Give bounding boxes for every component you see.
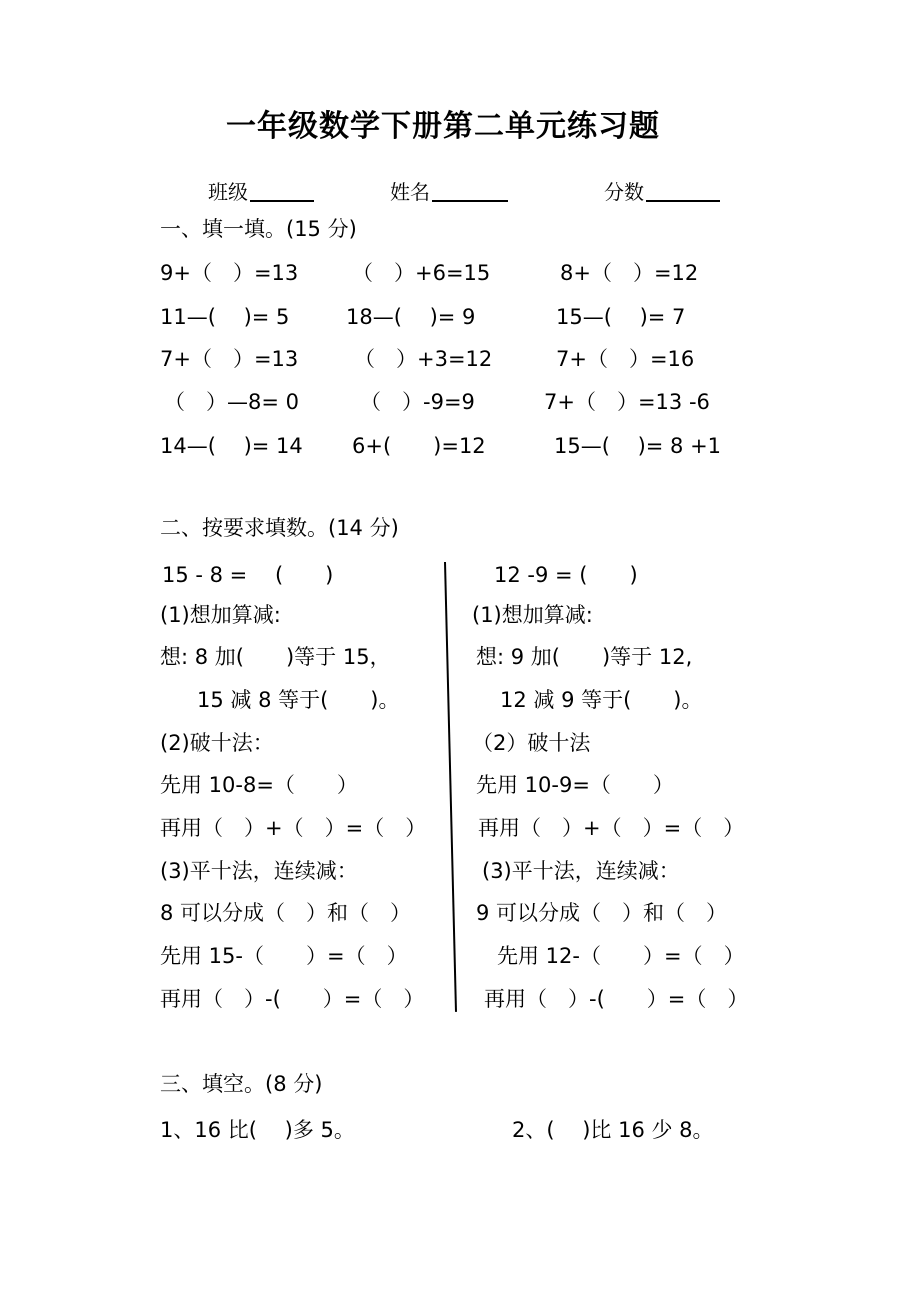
s2-right-3: 想: 9 加( )等于 12, [476,645,693,669]
name-field [390,180,508,202]
s2-left-6: 先用 10-8=（ ） [160,773,358,797]
s2-left-8: (3)平十法，连续减： [160,859,358,883]
s1-r4-c1: （ ）—8= 0 [164,390,299,414]
s2-right-10: 先用 12-（ ）=（ ） [476,944,745,968]
score-field [604,180,720,202]
s2-left-5: (2)破十法： [160,731,274,755]
class-blank [250,180,314,202]
s2-left-10: 先用 15-（ ）=（ ） [160,944,408,968]
score-blank [646,180,720,202]
section2-heading: 二、按要求填数。(14 分) [160,516,399,540]
section1-heading: 一、填一填。(15 分) [160,217,357,241]
s2-left-7: 再用（ ）+（ ）=（ ） [160,816,427,840]
s1-r2-c3: 15—( )= 7 [556,305,686,329]
s1-r3-c3: 7+（ ）=16 [556,347,695,371]
s2-right-4: 12 减 9 等于( )。 [500,688,703,712]
class-label: 班级 [208,180,248,204]
s2-left-4: 15 减 8 等于( )。 [176,688,400,712]
s1-r2-c2: 18—( )= 9 [346,305,476,329]
s2-right-1: 12 -9 = ( ) [494,563,638,587]
s2-right-7: 再用（ ）+（ ）=（ ） [478,816,745,840]
s1-r4-c2: （ ）-9=9 [360,390,475,414]
s1-r1-c2: （ ）+6=15 [352,261,491,285]
s1-r2-c1: 11—( )= 5 [160,305,290,329]
s2-right-2: (1)想加算减: [472,603,593,627]
s2-right-9: 9 可以分成（ ）和（ ） [476,901,728,925]
s1-r5-c1: 14—( )= 14 [160,434,303,458]
s2-left-2: (1)想加算减: [160,603,281,627]
s2-right-5: （2）破十法 [472,731,591,755]
s2-left-1: 15 - 8 = ( ) [162,563,334,587]
column-divider [444,562,457,1012]
s1-r5-c3: 15—( )= 8 +1 [554,434,722,458]
s2-left-9: 8 可以分成（ ）和（ ） [160,901,412,925]
class-field [208,180,314,202]
score-label: 分数 [604,180,644,204]
s1-r1-c3: 8+（ ）=12 [560,261,699,285]
s2-right-8: (3)平十法，连续减： [482,859,680,883]
s1-r5-c2: 6+( )=12 [352,434,486,458]
s3-item-1: 1、16 比( )多 5。 [160,1118,355,1142]
s2-right-11: 再用（ ）-( ）=（ ） [484,987,749,1011]
section3-heading: 三、填空。(8 分) [160,1072,323,1096]
s1-r3-c2: （ ）+3=12 [354,347,493,371]
name-blank [432,180,508,202]
s3-item-2: 2、( )比 16 少 8。 [512,1118,714,1142]
name-label: 姓名 [390,180,430,204]
s1-r1-c1: 9+（ ）=13 [160,261,299,285]
s2-left-3: 想: 8 加( )等于 15， [160,645,391,669]
s2-left-11: 再用（ ）-( ）=（ ） [160,987,425,1011]
page-title: 一年级数学下册第二单元练习题 [226,109,660,144]
s1-r4-c3: 7+（ ）=13 -6 [544,390,710,414]
s2-right-6: 先用 10-9=（ ） [476,773,674,797]
s1-r3-c1: 7+（ ）=13 [160,347,299,371]
